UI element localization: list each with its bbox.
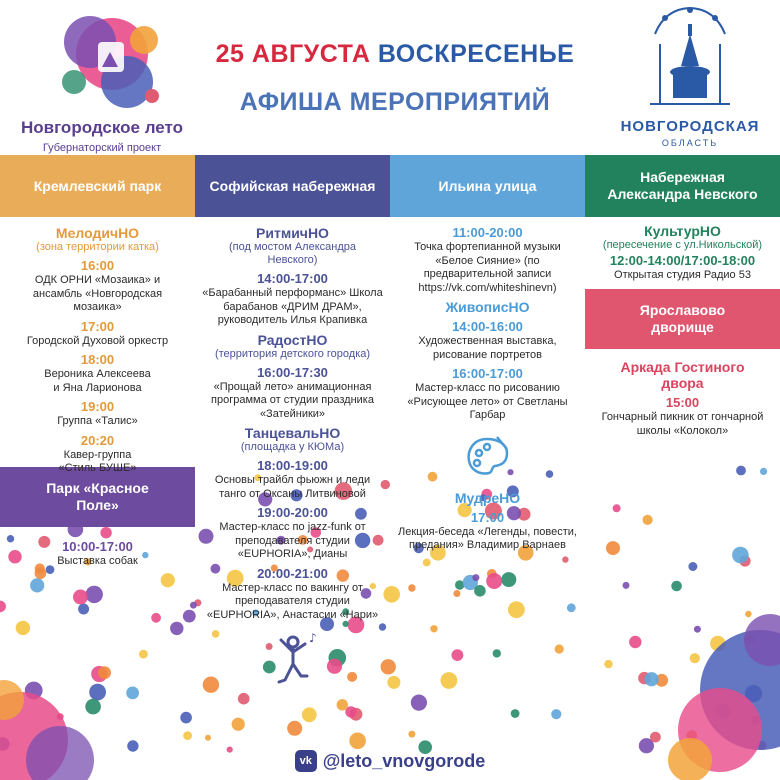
decorative-dot bbox=[423, 559, 431, 567]
kremlin-park-header: Кремлевский парк bbox=[0, 155, 195, 217]
ilyina-street-header: Ильина улица bbox=[390, 155, 585, 217]
decorative-dot bbox=[183, 610, 196, 623]
sofia-embankment-header: Софийская набережная bbox=[195, 155, 390, 217]
event-description: Основы трайбл фьюжн и леди танго от Оксаны Литвиновой bbox=[214, 474, 371, 500]
decorative-dot bbox=[613, 504, 621, 512]
event-time: 15:00 bbox=[665, 395, 700, 410]
footer bbox=[0, 748, 780, 774]
event-time: 18:00 bbox=[80, 352, 115, 367]
event-time: 10:00-17:00 bbox=[62, 539, 133, 554]
date-text: 25 АВГУСТА bbox=[215, 40, 371, 68]
event-time: 19:00-20:00 bbox=[257, 505, 328, 520]
decorative-dot bbox=[287, 721, 302, 736]
decorative-dot bbox=[694, 626, 701, 633]
decorative-dot bbox=[452, 649, 464, 661]
decorative-dot bbox=[472, 574, 479, 581]
decorative-dot bbox=[643, 515, 653, 525]
novgorod-summer-logo bbox=[12, 10, 192, 154]
column-sofia-embankment bbox=[195, 155, 390, 693]
kremlin-park-schedule bbox=[0, 217, 195, 474]
event-description: Художественная выставка, рисование портретов bbox=[418, 335, 557, 361]
decorative-dot bbox=[474, 585, 486, 597]
decorative-dot bbox=[16, 621, 30, 635]
event-description: Городской Духовой оркестр bbox=[26, 334, 169, 347]
decorative-dot bbox=[567, 603, 576, 612]
brand-title: Новгородское лето bbox=[20, 118, 184, 137]
column-kremlin-park bbox=[0, 155, 195, 569]
column-ilyina-street bbox=[390, 155, 585, 553]
nevsky-embankment-schedule bbox=[585, 217, 780, 289]
venue-title: РадостНО bbox=[257, 331, 328, 348]
decorative-dot bbox=[508, 601, 525, 618]
venue-note: (площадка у КЮМа) bbox=[240, 441, 345, 453]
decorative-dot bbox=[408, 584, 415, 591]
nevsky-embankment-header: Набережная Александра Невского bbox=[585, 155, 780, 217]
decorative-dot bbox=[688, 562, 697, 571]
decorative-dot bbox=[180, 712, 192, 724]
monument-icon bbox=[645, 4, 735, 114]
decorative-dot bbox=[302, 707, 317, 722]
event-time: 19:00 bbox=[80, 399, 115, 414]
event-description: Мастер-класс по рисованию «Рисующее лето» от Светланы Гарбар bbox=[407, 382, 568, 421]
event-time: 17:00 bbox=[80, 318, 115, 334]
decorative-dot bbox=[85, 699, 101, 715]
decorative-dot bbox=[349, 733, 366, 750]
decorative-dot bbox=[161, 573, 175, 587]
decorative-dot bbox=[671, 581, 682, 592]
decorative-dot bbox=[732, 547, 749, 564]
decorative-dot bbox=[86, 586, 103, 603]
decorative-dot bbox=[604, 660, 612, 668]
red-field-park-header: Парк «Красное Поле» bbox=[0, 467, 195, 527]
event-description: Открытая студия Радио 53 bbox=[614, 269, 751, 281]
decorative-dot bbox=[408, 731, 415, 738]
venue-title: ТанцевальНО bbox=[244, 425, 341, 441]
event-time: 18:00-19:00 bbox=[257, 458, 328, 473]
decorative-dot bbox=[441, 672, 458, 689]
decorative-dot bbox=[760, 468, 767, 475]
event-description: «Барабанный перформанс» Школа барабанов «ДРИМ ДРАМ», руководитель Илья Крапивка bbox=[202, 287, 383, 326]
decorative-dot bbox=[430, 625, 437, 632]
venue-title: Аркада Гостиного двора bbox=[620, 359, 745, 391]
decorative-dot bbox=[411, 695, 427, 711]
decorative-dot bbox=[98, 666, 111, 679]
yaroslav-court-schedule bbox=[585, 349, 780, 459]
event-description: Мастер-класс по jazz-funk от преподавателя студии «EUPHORIA», Дианы bbox=[219, 521, 366, 560]
dancer-icon bbox=[263, 632, 323, 688]
venue-note: (территория детского городка) bbox=[214, 347, 371, 360]
event-time: 14:00-16:00 bbox=[452, 319, 523, 334]
venue-note: (зона территории катка) bbox=[36, 241, 159, 253]
event-description: Мастер-класс по вакингу от преподавателя студии «EUPHORIA», Анастасии «Нари» bbox=[206, 581, 379, 621]
vk-icon[interactable]: vk bbox=[295, 750, 317, 772]
region-name: НОВГОРОДСКАЯ bbox=[620, 118, 760, 135]
venue-title: МудреНО bbox=[454, 489, 521, 506]
venue-title: ЖивописНО bbox=[445, 299, 530, 315]
decorative-dot bbox=[493, 649, 501, 657]
event-time: 20:20 bbox=[80, 432, 115, 448]
decorative-dot bbox=[78, 604, 89, 615]
event-time: 14:00-17:00 bbox=[257, 271, 328, 286]
decorative-dot bbox=[562, 556, 568, 562]
decorative-dot bbox=[232, 718, 245, 731]
event-description: «Прощай лето» анимационная программа от студии праздника «Затейники» bbox=[211, 380, 374, 420]
brand-subtitle: Губернаторский проект bbox=[42, 142, 162, 154]
event-time: 20:00-21:00 bbox=[257, 565, 328, 581]
event-description: Вероника Алексеева и Яна Ларионова bbox=[44, 368, 151, 394]
event-time: 12:00-14:00/17:00-18:00 bbox=[609, 253, 756, 268]
event-time: 17:00 bbox=[470, 509, 505, 525]
decorative-dot bbox=[486, 573, 502, 589]
decorative-dot bbox=[126, 687, 139, 700]
decorative-dot bbox=[151, 613, 161, 623]
page-title: АФИША МЕРОПРИЯТИЙ bbox=[239, 88, 551, 116]
red-field-park-schedule bbox=[0, 527, 195, 569]
decorative-dot bbox=[736, 466, 746, 476]
decorative-dot bbox=[629, 636, 641, 648]
event-description: ОДК ОРНИ «Мозаика» и ансамбль «Новгородская мозаика» bbox=[32, 274, 163, 313]
decorative-dot bbox=[623, 582, 630, 589]
venue-note: (под мостом Александра Невского) bbox=[229, 241, 356, 266]
venue-title: МелодичНО bbox=[55, 225, 140, 241]
decorative-dot bbox=[183, 731, 192, 740]
decorative-dot bbox=[644, 672, 658, 686]
decorative-dot bbox=[551, 709, 561, 719]
decorative-dot bbox=[205, 735, 211, 741]
decorative-dot bbox=[501, 572, 516, 587]
event-date bbox=[200, 40, 590, 69]
decorative-dot bbox=[745, 611, 751, 617]
sofia-embankment-schedule bbox=[195, 217, 390, 693]
decorative-dot bbox=[453, 590, 460, 597]
event-time: 16:00 bbox=[80, 258, 115, 273]
decorative-dot bbox=[511, 709, 520, 718]
event-description: Лекция-беседа «Легенды, повести, предания» Владимир Варнаев bbox=[398, 525, 577, 551]
event-description: Кавер-группа «Стиль БУШЕ» bbox=[58, 448, 137, 474]
decorative-dot bbox=[73, 590, 88, 605]
palette-icon bbox=[463, 431, 513, 481]
social-handle-link[interactable]: @leto_vnovgorode bbox=[322, 750, 486, 771]
venue-title: КультурНО bbox=[644, 223, 721, 239]
decorative-dot bbox=[650, 732, 661, 743]
region-subtitle: ОБЛАСТЬ bbox=[661, 138, 719, 148]
circles-logo-icon bbox=[52, 12, 162, 117]
decorative-dot bbox=[0, 601, 6, 613]
yaroslav-court-header: Ярославово дворище bbox=[585, 289, 780, 349]
event-description: Выставка собак bbox=[57, 555, 138, 567]
event-time: 11:00-20:00 bbox=[452, 225, 523, 240]
decorative-dot bbox=[170, 622, 183, 635]
decorative-dot bbox=[606, 541, 620, 555]
decorative-dot bbox=[555, 644, 564, 653]
ilyina-street-schedule bbox=[390, 217, 585, 553]
decorative-dot bbox=[238, 693, 250, 705]
decorative-dot bbox=[30, 578, 44, 592]
event-description: Группа «Талис» bbox=[57, 415, 138, 427]
decorative-dot bbox=[345, 706, 356, 717]
event-time: 16:00-17:00 bbox=[452, 366, 523, 381]
decorative-dot bbox=[89, 684, 106, 701]
venue-note: (пересечение с ул.Никольской) bbox=[602, 239, 763, 251]
venue-title: РитмичНО bbox=[256, 225, 329, 241]
decorative-dot bbox=[690, 653, 700, 663]
weekday-text: ВОСКРЕСЕНЬЕ bbox=[377, 40, 575, 68]
header bbox=[0, 0, 780, 155]
event-description: Точка фортепианной музыки «Белое Сияние» (по предварительной записи https://vk.com/whiteshinevn) bbox=[414, 241, 561, 294]
novgorod-region-logo bbox=[620, 4, 760, 154]
column-nevsky-embankment bbox=[585, 155, 780, 459]
decorative-dot bbox=[139, 650, 148, 659]
event-time: 16:00-17:30 bbox=[257, 364, 328, 380]
svg-text:♪: ♪ bbox=[308, 632, 317, 645]
event-description: Гончарный пикник от гончарной школы «Колокол» bbox=[601, 411, 764, 437]
